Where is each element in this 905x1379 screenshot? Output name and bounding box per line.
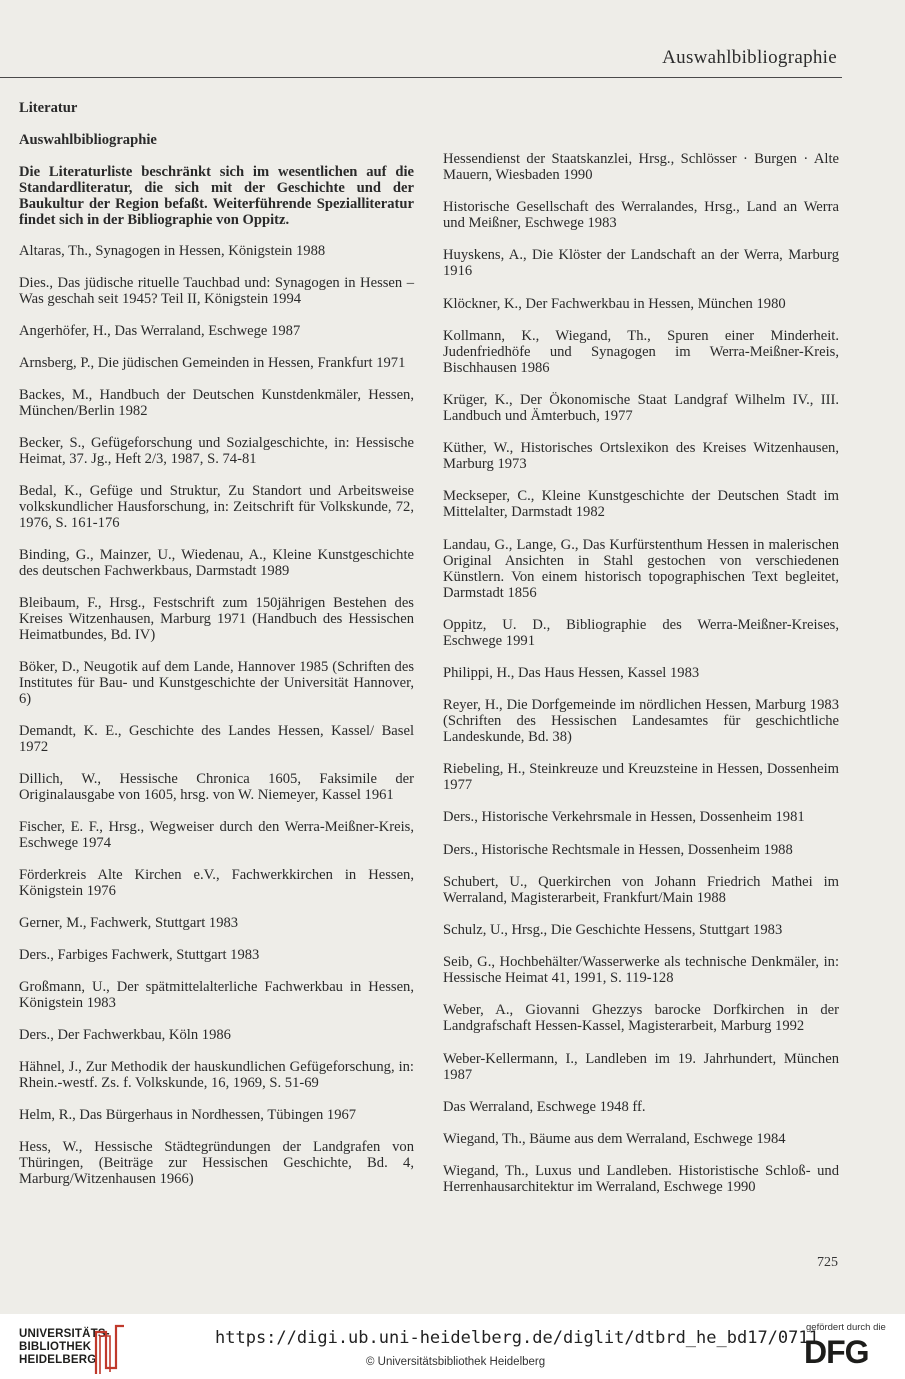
bibliography-entry: Schubert, U., Querkirchen von Johann Friedrich Mathei im Werraland, Magisterarbeit, Frankfurt/Main 1988 bbox=[443, 873, 839, 906]
right-column bbox=[443, 151, 839, 1211]
bibliography-entry: Historische Gesellschaft des Werralandes, Hrsg., Land an Werra und Meißner, Eschwege 1983 bbox=[443, 199, 839, 232]
header-rule bbox=[0, 77, 842, 78]
permalink-url[interactable]: https://digi.ub.uni-heidelberg.de/diglit/dtbrd_he_bd17/0711 bbox=[215, 1328, 819, 1348]
bibliography-entry: Becker, S., Gefügeforschung und Sozialgeschichte, in: Hessische Heimat, 37. Jg., Heft 2/3, 1987, S. 74-81 bbox=[19, 435, 414, 467]
bibliography-entry: Riebeling, H., Steinkreuze und Kreuzsteine in Hessen, Dossenheim 1977 bbox=[443, 761, 839, 794]
bibliography-entry: Landau, G., Lange, G., Das Kurfürstenthum Hessen in malerischen Original Ansichten in Stahl gestochen von verschiedenen Künstlern. Von einem historisch topographischen Text begleitet, Darmstadt 1856 bbox=[443, 536, 839, 601]
bibliography-entry: Böker, D., Neugotik auf dem Lande, Hannover 1985 (Schriften des Institutes für Bau- und Kunstgeschichte der Universität Hannover, 6) bbox=[19, 659, 414, 707]
bibliography-entry: Arnsberg, P., Die jüdischen Gemeinden in Hessen, Frankfurt 1971 bbox=[19, 355, 406, 371]
bibliography-entry: Hessendienst der Staatskanzlei, Hrsg., Schlösser · Burgen · Alte Mauern, Wiesbaden 1990 bbox=[443, 151, 839, 183]
subsection-heading: Auswahlbibliographie bbox=[19, 132, 157, 148]
bibliography-entry: Wiegand, Th., Bäume aus dem Werraland, Eschwege 1984 bbox=[443, 1130, 786, 1147]
bibliography-entry: Dillich, W., Hessische Chronica 1605, Faksimile der Originalausgabe von 1605, hrsg. von W. Niemeyer, Kassel 1961 bbox=[19, 771, 414, 803]
page-number: 725 bbox=[817, 1255, 838, 1270]
intro-paragraph: Die Literaturliste beschränkt sich im wesentlichen auf die Standardliteratur, die sich mit der Geschichte und der Baukultur der Region befaßt. Weiterführende Spezialliteratur findet sich in der Bibliographie von Oppitz. bbox=[19, 164, 414, 228]
bibliography-entry: Ders., Historische Rechtsmale in Hessen, Dossenheim 1988 bbox=[443, 841, 793, 858]
bibliography-entry: Helm, R., Das Bürgerhaus in Nordhessen, Tübingen 1967 bbox=[19, 1107, 357, 1123]
bibliography-entry: Wiegand, Th., Luxus und Landleben. Historistische Schloß- und Herrenhausarchitektur im Werraland, Eschwege 1990 bbox=[443, 1163, 839, 1196]
bibliography-entry: Hess, W., Hessische Städtegründungen der Landgrafen von Thüringen, (Beiträge zur Hessischen Geschichte, Bd. 4, Marburg/Witzenhausen 1966) bbox=[19, 1139, 414, 1187]
bibliography-entry: Seib, G., Hochbehälter/Wasserwerke als technische Denkmäler, in: Hessische Heimat 41, 1991, S. 119-128 bbox=[443, 954, 839, 987]
bibliography-entry: Bedal, K., Gefüge und Struktur, Zu Standort und Arbeitsweise volkskundlicher Hausforschung, in: Zeitschrift für Volkskunde, 72, 1976, S. 161-176 bbox=[19, 483, 414, 531]
bibliography-entry: Großmann, U., Der spätmittelalterliche Fachwerkbau in Hessen, Königstein 1983 bbox=[19, 979, 414, 1011]
bibliography-entry: Schulz, U., Hrsg., Die Geschichte Hessens, Stuttgart 1983 bbox=[443, 922, 783, 938]
bibliography-entry: Klöckner, K., Der Fachwerkbau in Hessen, München 1980 bbox=[443, 295, 786, 312]
bibliography-entry: Angerhöfer, H., Das Werraland, Eschwege 1987 bbox=[19, 323, 301, 339]
copyright-notice: © Universitätsbibliothek Heidelberg bbox=[366, 1356, 546, 1368]
bibliography-entry: Meckseper, C., Kleine Kunstgeschichte der Deutschen Stadt im Mittelalter, Darmstadt 1982 bbox=[443, 488, 839, 521]
bibliography-entry: Binding, G., Mainzer, U., Wiedenau, A., Kleine Kunstgeschichte des deutschen Fachwerkbaus, Darmstadt 1989 bbox=[19, 547, 414, 579]
bibliography-entry: Weber-Kellermann, I., Landleben im 19. Jahrhundert, München 1987 bbox=[443, 1050, 839, 1083]
dfg-logo[interactable]: DFG bbox=[804, 1334, 869, 1370]
library-name-line: HEIDELBERG bbox=[19, 1354, 97, 1366]
funding-note: gefördert durch die bbox=[806, 1322, 886, 1333]
bibliography-entry: Dies., Das jüdische rituelle Tauchbad und: Synagogen in Hessen – Was geschah seit 1945? Teil II, Königstein 1994 bbox=[19, 275, 414, 307]
left-column bbox=[19, 100, 414, 1203]
bibliography-entry: Ders., Historische Verkehrsmale in Hessen, Dossenheim 1981 bbox=[443, 809, 805, 826]
bibliography-entry: Förderkreis Alte Kirchen e.V., Fachwerkkirchen in Hessen, Königstein 1976 bbox=[19, 867, 414, 899]
bibliography-entry: Oppitz, U. D., Bibliographie des Werra-Meißner-Kreises, Eschwege 1991 bbox=[443, 616, 839, 649]
bibliography-entry: Demandt, K. E., Geschichte des Landes Hessen, Kassel/ Basel 1972 bbox=[19, 723, 414, 755]
bibliography-entry: Ders., Farbiges Fachwerk, Stuttgart 1983 bbox=[19, 947, 260, 963]
bibliography-entry: Weber, A., Giovanni Ghezzys barocke Dorfkirchen in der Landgrafschaft Hessen-Kassel, Magisterarbeit, Marburg 1992 bbox=[443, 1002, 839, 1035]
library-name-line: UNIVERSITÄTS- bbox=[19, 1328, 110, 1340]
bibliography-entry: Reyer, H., Die Dorfgemeinde im nördlichen Hessen, Marburg 1983 (Schriften des Hessischen Landesamtes für geschichtliche Landeskunde, Bd. 38) bbox=[443, 697, 839, 746]
bibliography-entry: Das Werraland, Eschwege 1948 ff. bbox=[443, 1098, 646, 1115]
bibliography-entry: Huyskens, A., Die Klöster der Landschaft an der Werra, Marburg 1916 bbox=[443, 247, 839, 280]
bibliography-entry: Backes, M., Handbuch der Deutschen Kunstdenkmäler, Hessen, München/Berlin 1982 bbox=[19, 387, 414, 419]
bibliography-entry: Hähnel, J., Zur Methodik der hauskundlichen Gefügeforschung, in: Rhein.-westf. Zs. f. Volkskunde, 16, 1969, S. 51-69 bbox=[19, 1059, 414, 1091]
running-head: Auswahlbibliographie bbox=[662, 47, 837, 68]
bibliography-entry: Ders., Der Fachwerkbau, Köln 1986 bbox=[19, 1027, 231, 1043]
library-logo-icon[interactable] bbox=[92, 1324, 128, 1376]
viewer-footer bbox=[0, 1314, 905, 1379]
bibliography-entry: Philippi, H., Das Haus Hessen, Kassel 1983 bbox=[443, 664, 700, 681]
bibliography-entry: Fischer, E. F., Hrsg., Wegweiser durch den Werra-Meißner-Kreis, Eschwege 1974 bbox=[19, 819, 414, 851]
bibliography-entry: Gerner, M., Fachwerk, Stuttgart 1983 bbox=[19, 915, 239, 931]
section-heading: Literatur bbox=[19, 100, 78, 116]
bibliography-entry: Krüger, K., Der Ökonomische Staat Landgraf Wilhelm IV., III. Landbuch und Ämterbuch, 1977 bbox=[443, 391, 839, 424]
bibliography-entry: Bleibaum, F., Hrsg., Festschrift zum 150jährigen Bestehen des Kreises Witzenhausen, Marburg 1971 (Handbuch des Hessischen Heimatbundes, Bd. IV) bbox=[19, 595, 414, 643]
bibliography-entry: Kollmann, K., Wiegand, Th., Spuren einer Minderheit. Judenfriedhöfe und Synagogen im Werra-Meißner-Kreis, Bischhausen 1986 bbox=[443, 327, 839, 376]
bibliography-entry: Altaras, Th., Synagogen in Hessen, Königstein 1988 bbox=[19, 243, 326, 259]
library-name-line: BIBLIOTHEK bbox=[19, 1341, 92, 1353]
bibliography-entry: Küther, W., Historisches Ortslexikon des Kreises Witzenhausen, Marburg 1973 bbox=[443, 440, 839, 473]
